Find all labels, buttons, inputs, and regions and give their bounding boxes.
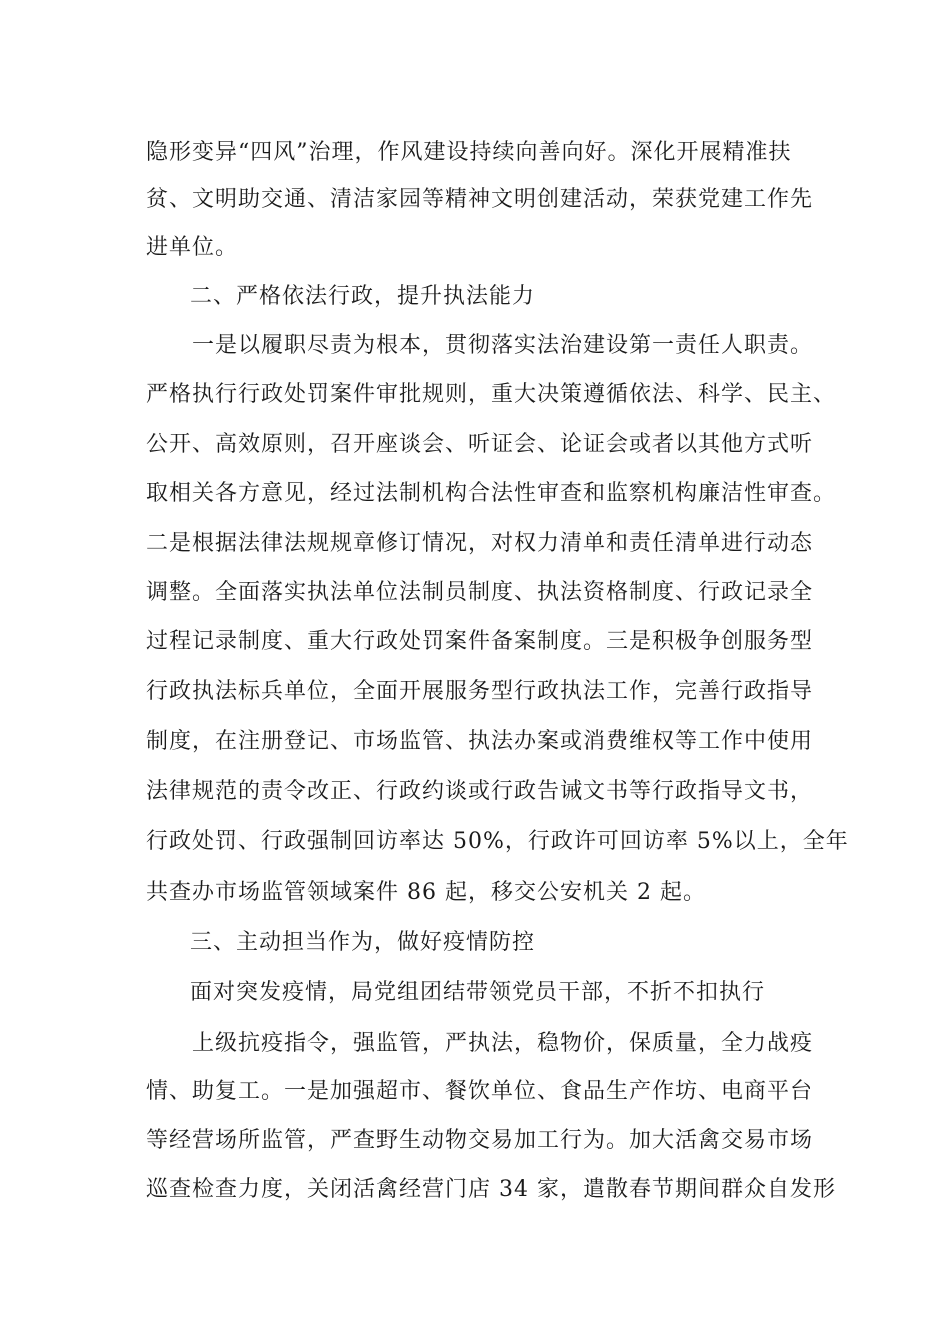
text-line: 二是根据法律法规规章修订情况，对权力清单和责任清单进行动态 [146,531,814,556]
text-line: 隐形变异“四风”治理，作风建设持续向善向好。深化开展精准扶 [146,140,792,165]
text-line: 取相关各方意见，经过法制机构合法性审查和监察机构廉洁性审查。 [146,481,837,506]
text-line: 严格执行行政处罚案件审批规则，重大决策遵循依法、科学、民主、 [146,382,837,407]
text-line: 上级抗疫指令，强监管，严执法，稳物价，保质量，全力战疫 [192,1031,814,1056]
section-heading: 二、严格依法行政，提升执法能力 [190,284,536,309]
text-line: 等经营场所监管，严查野生动物交易加工行为。加大活禽交易市场 [146,1128,814,1153]
section-heading: 三、主动担当作为，做好疫情防控 [190,930,536,955]
text-line: 贫、文明助交通、清洁家园等精神文明创建活动，荣获党建工作先 [146,187,814,212]
text-line: 过程记录制度、重大行政处罚案件备案制度。三是积极争创服务型 [146,629,814,654]
text-line: 法律规范的责令改正、行政约谈或行政告诫文书等行政指导文书， [146,779,814,804]
text-line: 共查办市场监管领域案件 86 起，移交公安机关 2 起。 [146,880,706,905]
text-line: 情、助复工。一是加强超市、餐饮单位、食品生产作坊、电商平台 [146,1079,814,1104]
text-line: 进单位。 [146,235,239,260]
text-line: 面对突发疫情，局党组团结带领党员干部，不折不扣执行 [190,980,766,1005]
text-line: 一是以履职尽责为根本，贯彻落实法治建设第一责任人职责。 [192,333,814,358]
text-line: 调整。全面落实执法单位法制员制度、执法资格制度、行政记录全 [146,580,814,605]
text-line: 制度，在注册登记、市场监管、执法办案或消费维权等工作中使用 [146,729,814,754]
text-line: 巡查检查力度，关闭活禽经营门店 34 家，遣散春节期间群众自发形 [146,1177,836,1202]
text-line: 行政处罚、行政强制回访率达 50%，行政许可回访率 5%以上，全年 [146,829,849,854]
text-line: 公开、高效原则，召开座谈会、听证会、论证会或者以其他方式听 [146,432,814,457]
text-line: 行政执法标兵单位，全面开展服务型行政执法工作，完善行政指导 [146,679,814,704]
